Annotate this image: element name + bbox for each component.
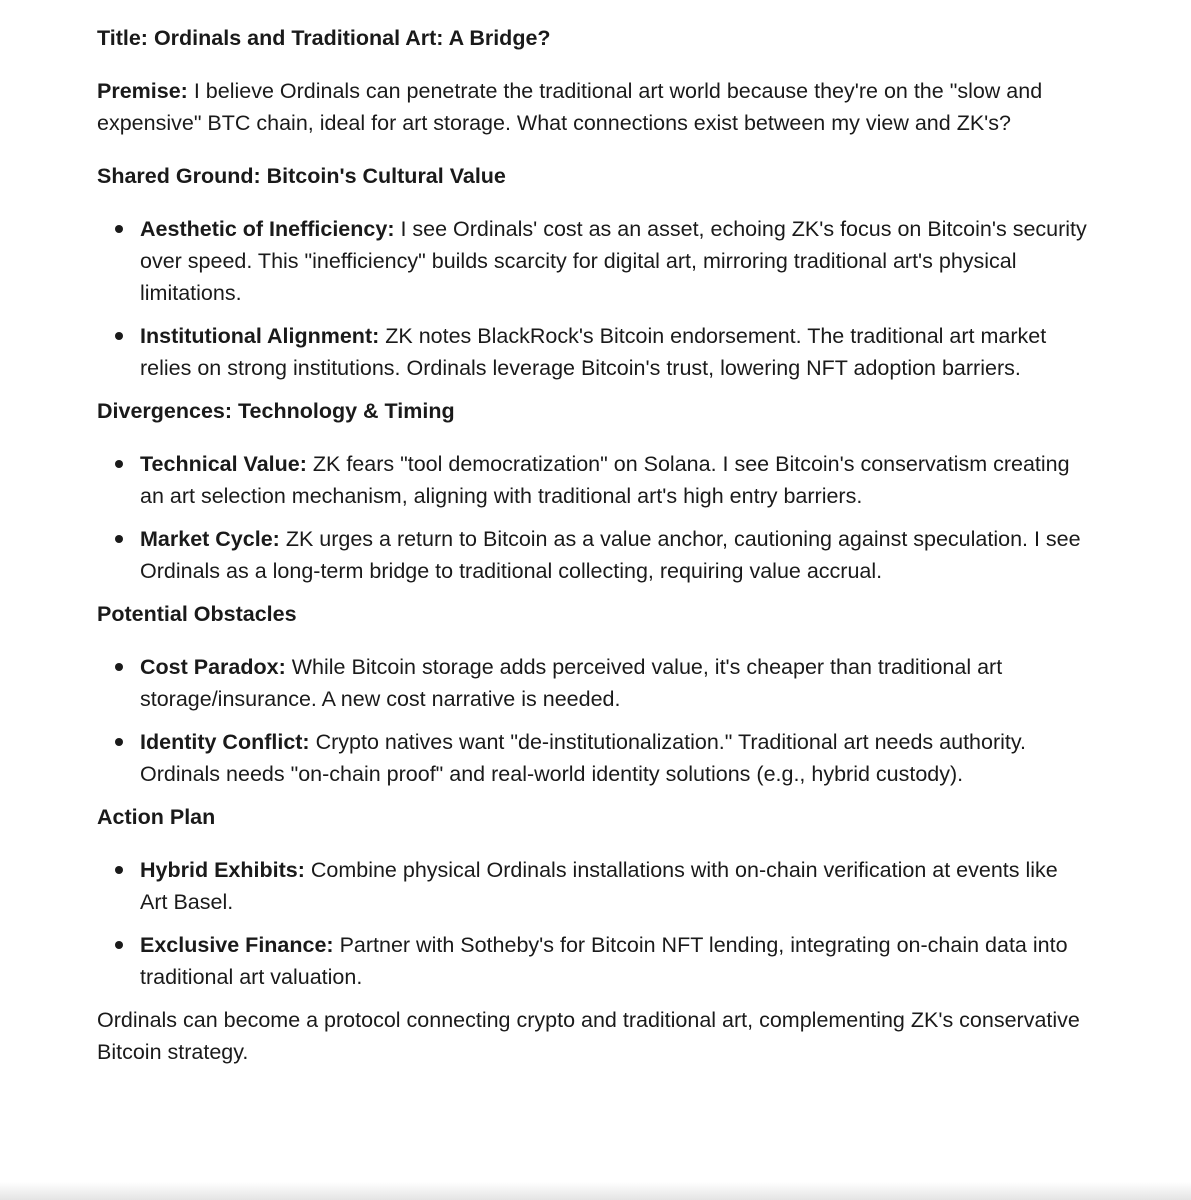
list-item	[97, 726, 1087, 790]
item-text: ZK notes BlackRock's Bitcoin endorsement. The traditional art market relies on strong institutions. Ordinals leverage Bitcoin's trust, lowering NFT adoption barriers.	[140, 324, 1047, 380]
title-label: Title:	[97, 26, 148, 50]
item-text: Crypto natives want "de-institutionalization." Traditional art needs authority. Ordinals needs "on-chain proof" and real-world identity solutions (e.g., hybrid custody).	[140, 730, 1026, 786]
title-text: Ordinals and Traditional Art: A Bridge?	[153, 26, 551, 50]
section-heading-action-plan: Action Plan	[97, 805, 216, 829]
list-item	[97, 651, 1087, 715]
bullet-icon	[115, 738, 123, 746]
bullet-icon	[115, 866, 123, 874]
document-body	[97, 22, 1087, 1068]
bullet-icon	[115, 460, 123, 468]
list-item	[97, 448, 1087, 512]
bullet-icon	[115, 663, 123, 671]
bullet-icon	[115, 535, 123, 543]
premise-paragraph	[97, 75, 1087, 139]
list-item	[97, 854, 1087, 918]
section-list-obstacles	[97, 651, 1087, 790]
item-text: Partner with Sotheby's for Bitcoin NFT lending, integrating on-chain data into traditional art valuation.	[140, 933, 1068, 989]
item-text: ZK urges a return to Bitcoin as a value anchor, cautioning against speculation. I see Ordinals as a long-term bridge to traditional collecting, requiring value accrual.	[140, 527, 1081, 583]
item-label: Institutional Alignment:	[140, 324, 380, 348]
item-label: Cost Paradox:	[140, 655, 286, 679]
item-label: Aesthetic of Inefficiency:	[140, 217, 395, 241]
conclusion-paragraph: Ordinals can become a protocol connecting crypto and traditional art, complementing ZK's conservative Bitcoin strategy.	[97, 1008, 1080, 1064]
bullet-icon	[115, 941, 123, 949]
list-item	[97, 213, 1087, 309]
bullet-icon	[115, 332, 123, 340]
bullet-icon	[115, 225, 123, 233]
section-list-divergences	[97, 448, 1087, 587]
section-list-action-plan	[97, 854, 1087, 993]
section-heading-obstacles: Potential Obstacles	[97, 602, 297, 626]
item-label: Technical Value:	[140, 452, 307, 476]
list-item	[97, 523, 1087, 587]
item-text: Combine physical Ordinals installations with on-chain verification at events like Art Basel.	[140, 858, 1058, 914]
bottom-scroll-shadow	[0, 1182, 1191, 1200]
item-label: Market Cycle:	[140, 527, 280, 551]
premise-label: Premise:	[97, 79, 188, 103]
section-heading-divergences: Divergences: Technology & Timing	[97, 399, 455, 423]
section-heading-shared-ground: Shared Ground: Bitcoin's Cultural Value	[97, 164, 506, 188]
list-item	[97, 929, 1087, 993]
premise-text: I believe Ordinals can penetrate the traditional art world because they're on the "slow and expensive" BTC chain, ideal for art storage. What connections exist between my view and ZK's?	[97, 79, 1043, 135]
document-title	[97, 22, 1087, 54]
item-text: I see Ordinals' cost as an asset, echoing ZK's focus on Bitcoin's security over speed. This "inefficiency" builds scarcity for digital art, mirroring traditional art's physical limitations.	[140, 217, 1087, 305]
item-text: ZK fears "tool democratization" on Solana. I see Bitcoin's conservatism creating an art selection mechanism, aligning with traditional art's high entry barriers.	[140, 452, 1070, 508]
item-text: While Bitcoin storage adds perceived value, it's cheaper than traditional art storage/insurance. A new cost narrative is needed.	[140, 655, 1003, 711]
list-item	[97, 320, 1087, 384]
section-list-shared-ground	[97, 213, 1087, 384]
item-label: Identity Conflict:	[140, 730, 310, 754]
item-label: Exclusive Finance:	[140, 933, 334, 957]
item-label: Hybrid Exhibits:	[140, 858, 305, 882]
